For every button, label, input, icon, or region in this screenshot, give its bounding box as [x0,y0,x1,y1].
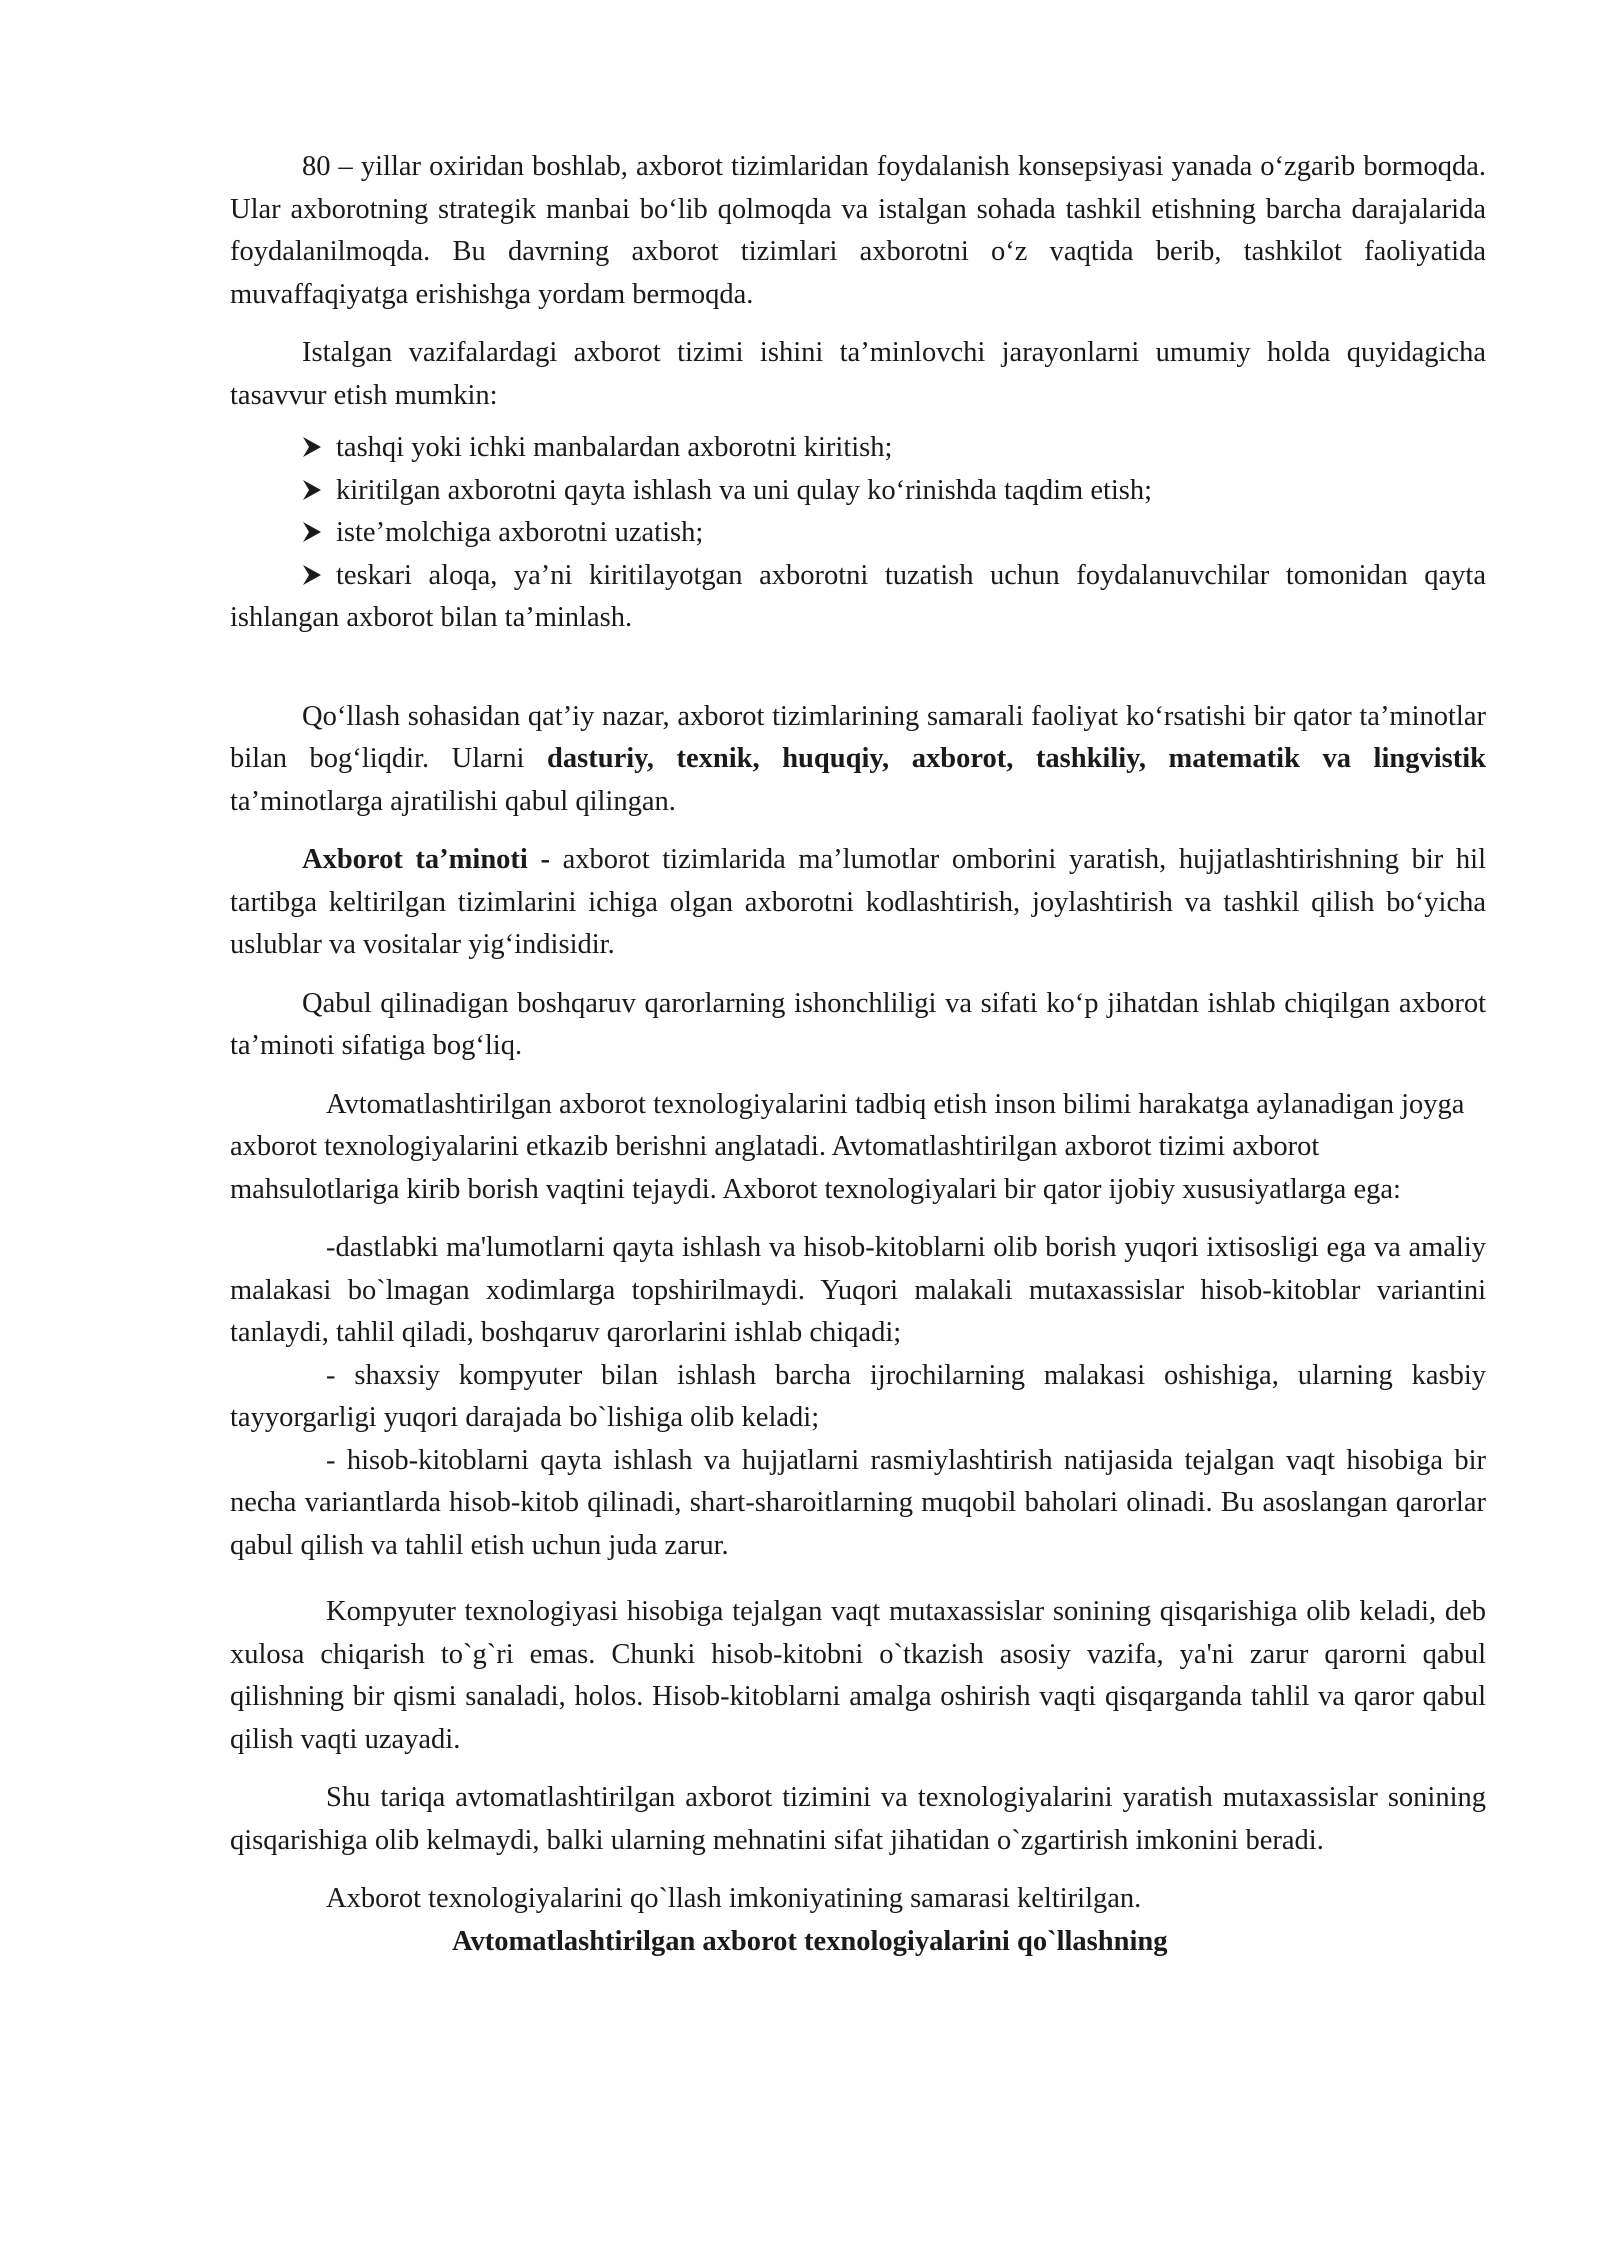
paragraph-10: Kompyuter texnologiyasi hisobiga tejalgan vaqt mutaxassislar sonining qisqarishiga olib keladi, deb xulosa chiqarish to`g`ri emas. Chunki hisob-kitobni o`tkazish asosiy vazifa, ya'ni zarur qarorni qabul qilishning bir qismi sanaladi, holos. Hisob-kitoblarni amalga oshirish vaqti qisqarganda tahlil va qaror qabul qilish vaqti uzayadi. [230,1596,1486,1755]
paragraph-4-term: Axborot taʼminoti - [302,844,550,875]
list-item-text: kiritilgan axborotni qayta ishlash va uni qulay koʻrinishda taqdim etish; [336,474,1153,506]
section-heading: Avtomatlashtirilgan axborot texnologiyalarini qo`llashning [452,1925,1168,1957]
paragraph-3-bold: dasturiy, texnik, huquqiy, axborot, tashkiliy, matematik va lingvistik [547,743,1486,774]
paragraph-4-definition: axborot tizimlarida maʼlumotlar omborini yaratish, hujjatlashtirishning bir hil tartibga keltirilgan tizimlarini ichiga olgan axborotni kodlashtirish, joylashtirish va tashkil qilish boʻyicha uslublar va vositalar yigʻindisidir. [230,844,1486,960]
document-page [230,146,1486,1963]
paragraph-6: Avtomatlashtirilgan axborot texnologiyalarini tadbiq etish inson bilimi harakatga aylanadigan joyga axborot texnologiyalarini etkazib berishni anglatadi. Avtomatlashtirilgan axborot tizimi axborot mahsulotlariga kirib borish vaqtini tejaydi. Axborot texnologiyalari bir qator ijobiy xususiyatlarga ega: [230,1088,1465,1205]
list-item [230,470,1486,513]
arrowhead-bullet-icon [302,512,336,555]
arrowhead-bullet-icon [302,470,336,513]
paragraph-3 [230,696,1486,824]
paragraph-9: - hisob-kitoblarni qayta ishlash va hujjatlarni rasmiylashtirish natijasida tejalgan vaqt hisobiga bir necha variantlarda hisob-kitob qilinadi, shart-sharoitlarning muqobil baholari olinadi. Bu asoslangan qarorlar qabul qilish va tahlil etish uchun juda zarur. [230,1444,1486,1561]
arrowhead-bullet-icon [302,555,336,598]
list-item [230,555,1486,640]
list-item-text: teskari aloqa, yaʼni kiritilayotgan axborotni tuzatish uchun foydalanuvchilar tomonidan qayta ishlangan axborot bilan taʼminlash. [230,559,1486,633]
list-item-text: isteʼmolchiga axborotni uzatish; [336,517,704,548]
paragraph-4 [230,839,1486,967]
paragraph-8: - shaxsiy kompyuter bilan ishlash barcha ijrochilarning malakasi oshishiga, ularning kasbiy tayyorgarligi yuqori darajada bo`lishiga olib keladi; [230,1359,1486,1433]
list-item [230,512,1486,555]
paragraph-3-start: Qoʻllash sohasidan qatʼiy nazar, axborot tizimlarining samarali faoliyat koʻrsatishi bir qator taʼminotlar bilan bogʻliqdir. Ularni [230,700,1486,774]
paragraph-12: Axborot texnologiyalarini qo`llash imkoniyatining samarasi keltirilgan. [326,1883,1142,1914]
paragraph-3-end: taʼminotlarga ajratilishi qabul qilingan. [230,785,676,817]
paragraph-1: 80 – yillar oxiridan boshlab, axborot tizimlaridan foydalanish konsepsiyasi yanada oʻzgarib bormoqda. Ular axborotning strategik manbai boʻlib qolmoqda va istalgan sohada tashkil etishning barcha darajalarida foydalanilmoqda. Bu davrning axborot tizimlari axborotni oʻz vaqtida berib, tashkilot faoliyatida muvaffaqiyatga erishishga yordam bermoqda. [230,151,1486,310]
arrowhead-bullet-icon [302,427,336,470]
paragraph-2: Istalgan vazifalardagi axborot tizimi ishini taʼminlovchi jarayonlarni umumiy holda quyidagicha tasavvur etish mumkin: [230,337,1486,411]
paragraph-5: Qabul qilinadigan boshqaruv qarorlarning ishonchliligi va sifati koʻp jihatdan ishlab chiqilgan axborot taʼminoti sifatiga bogʻliq. [230,987,1486,1061]
bullet-list [230,427,1486,640]
paragraph-7: -dastlabki ma'lumotlarni qayta ishlash va hisob-kitoblarni olib borish yuqori ixtisosligi ega va amaliy malakasi bo`lmagan xodimlarga topshirilmaydi. Yuqori malakali mutaxassislar hisob-kitoblar variantini tanlaydi, tahlil qiladi, boshqaruv qarorlarini ishlab chiqadi; [230,1232,1486,1348]
list-item-text: tashqi yoki ichki manbalardan axborotni kiritish; [336,432,893,463]
paragraph-11: Shu tariqa avtomatlashtirilgan axborot tizimini va texnologiyalarini yaratish mutaxassislar sonining qisqarishiga olib kelmaydi, balki ularning mehnatini sifat jihatidan o`zgartirish imkonini beradi. [230,1782,1486,1856]
list-item [230,427,1486,470]
